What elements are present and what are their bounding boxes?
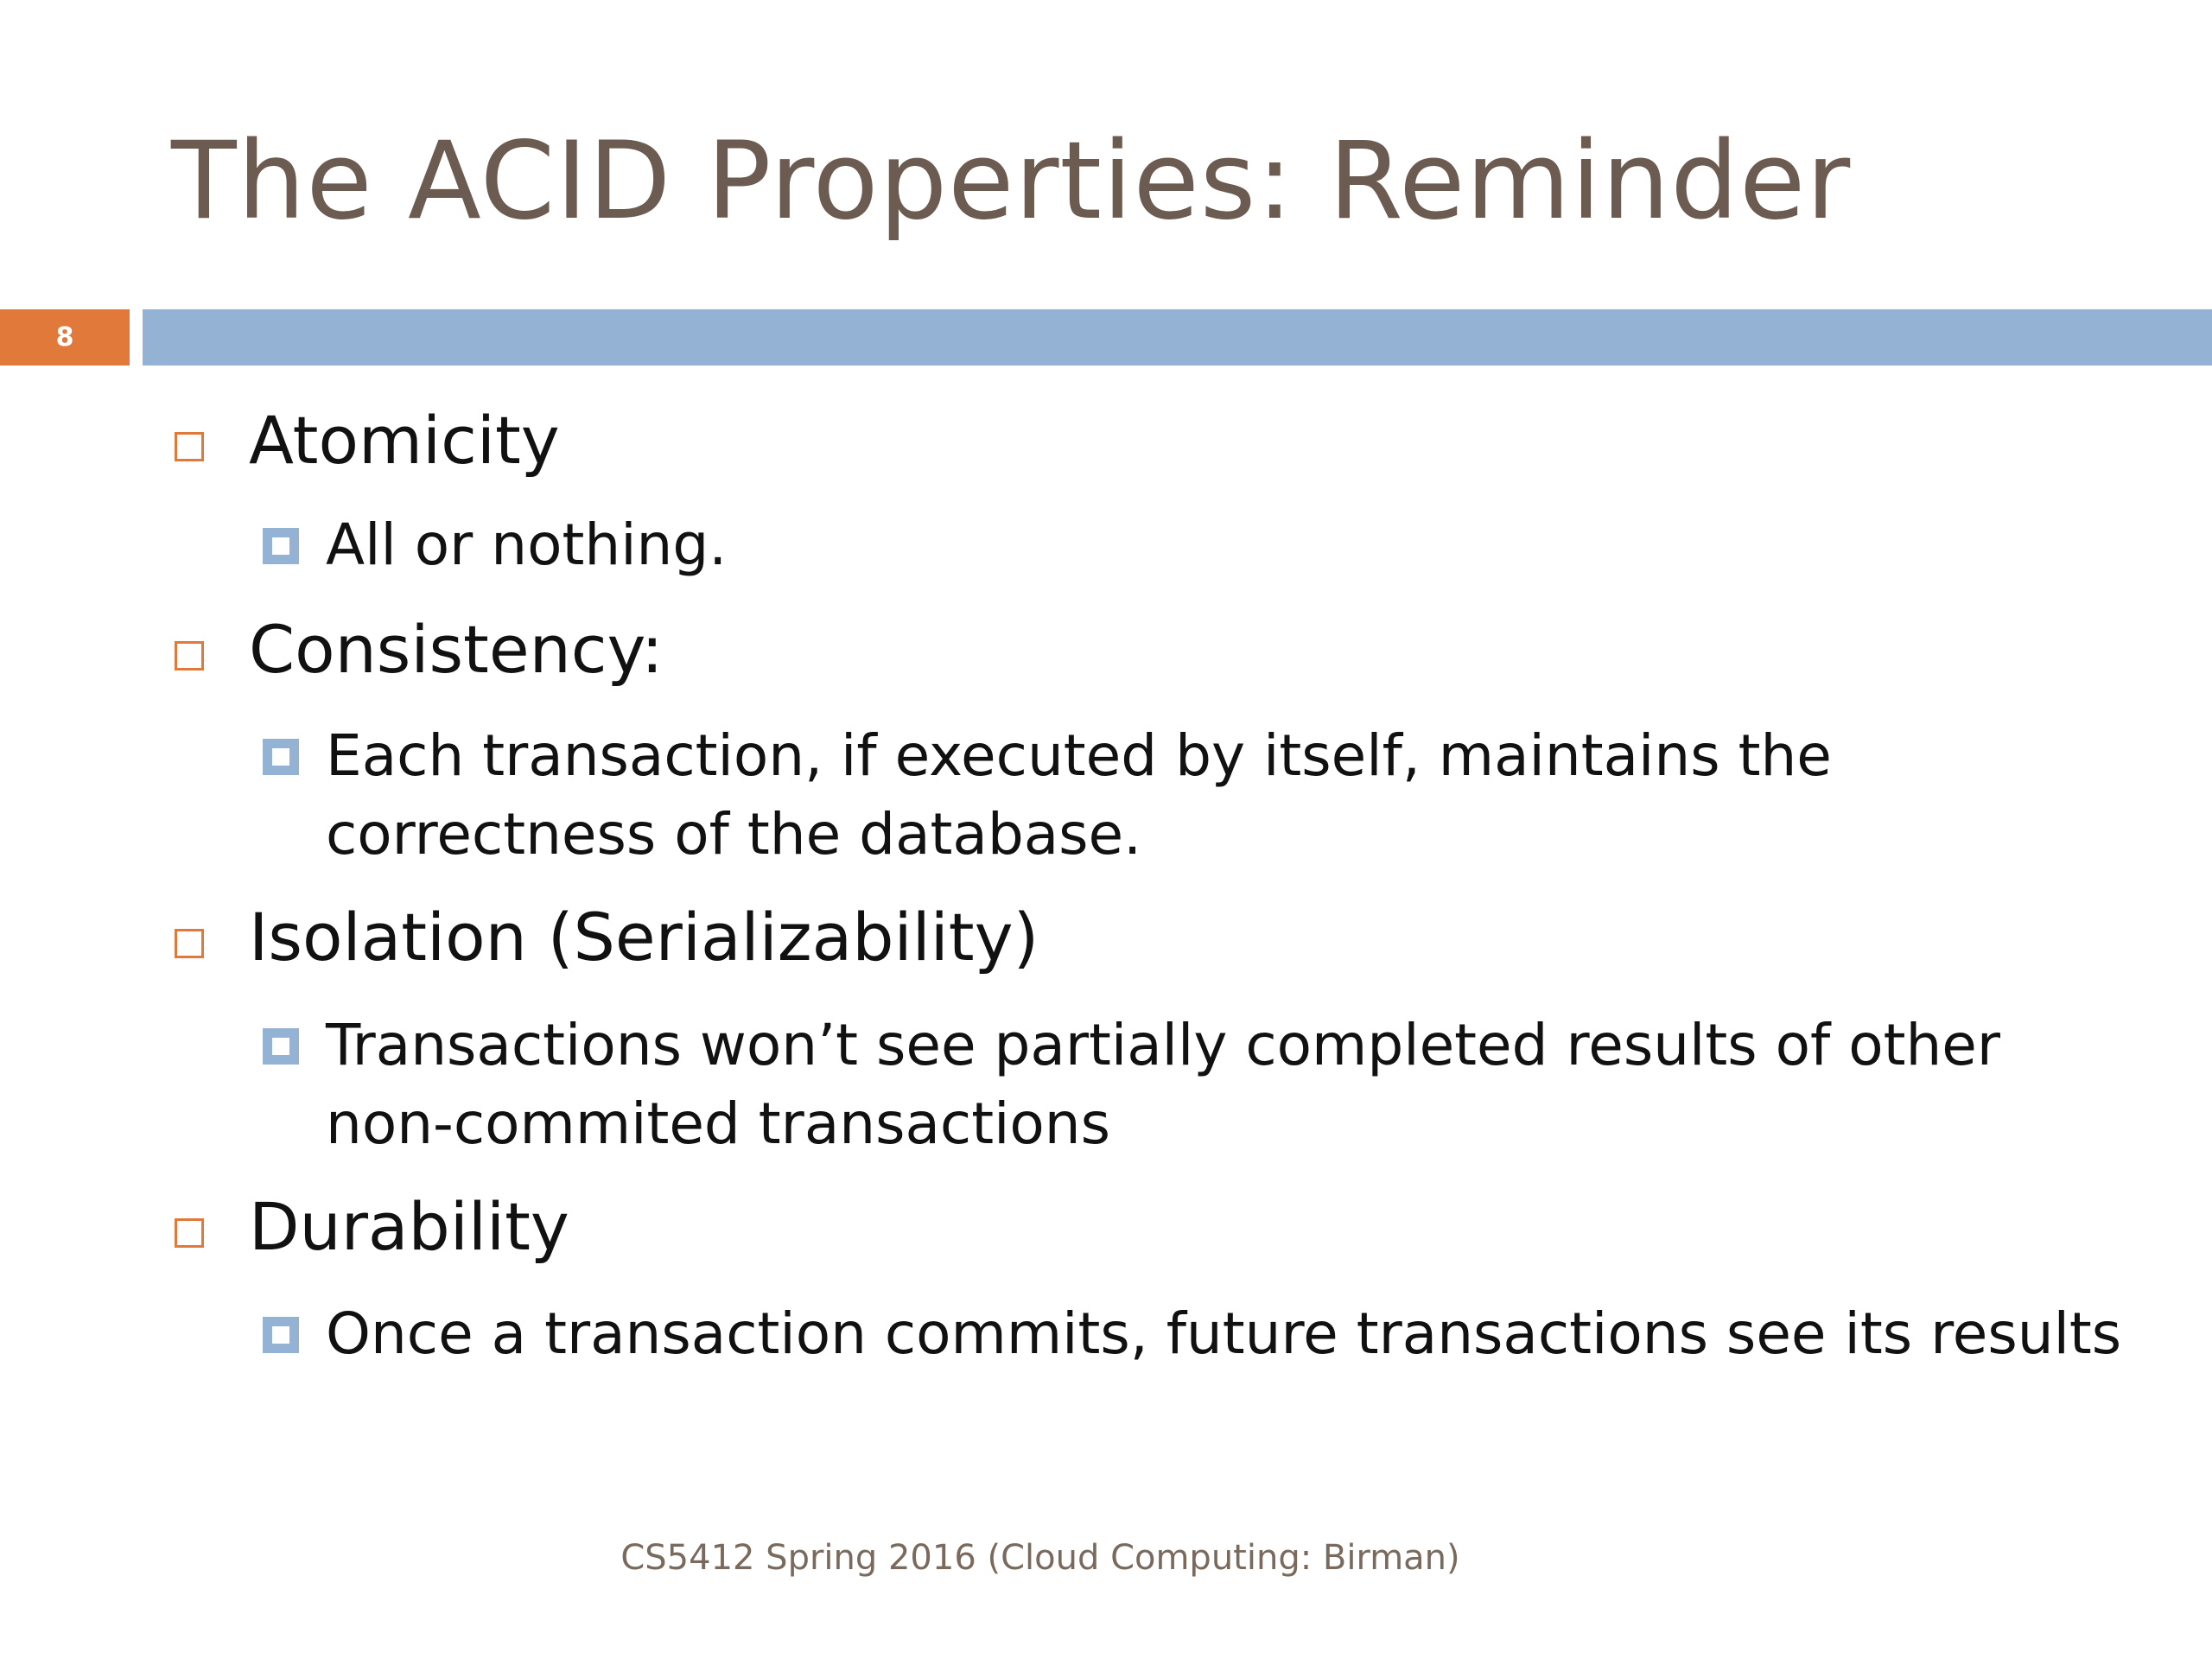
filled-square-bullet-icon: [263, 739, 299, 775]
slide-number: 8: [0, 309, 130, 365]
bullet-detail-isolation-line1: Transactions won’t see partially completed results of other: [326, 1012, 2001, 1078]
bullet-detail-durability: Once a transaction commits, future transactions see its results: [326, 1300, 2122, 1367]
bullet-heading-consistency: Consistency:: [249, 611, 664, 688]
slide-title: The ACID Properties: Reminder: [171, 119, 1852, 244]
bullet-detail-isolation-line2: non-commited transactions: [326, 1090, 1111, 1157]
hollow-square-bullet-icon: [175, 929, 204, 958]
footer-text: CS5412 Spring 2016 (Cloud Computing: Birman): [620, 1538, 1460, 1578]
filled-square-bullet-icon: [263, 1317, 299, 1353]
bullet-heading-atomicity: Atomicity: [249, 402, 560, 479]
slide-footer: [0, 1534, 2212, 1582]
bullet-detail-atomicity: All or nothing.: [326, 512, 728, 578]
hollow-square-bullet-icon: [175, 1218, 204, 1248]
hollow-square-bullet-icon: [175, 432, 204, 461]
bullet-detail-consistency-line1: Each transaction, if executed by itself, maintains the: [326, 722, 1832, 789]
filled-square-bullet-icon: [263, 1028, 299, 1065]
filled-square-bullet-icon: [263, 528, 299, 564]
bullet-heading-durability: Durability: [249, 1188, 569, 1265]
bullet-detail-consistency-line2: correctness of the database.: [326, 801, 1142, 868]
bullet-heading-isolation: Isolation (Serializability): [249, 899, 1039, 976]
hollow-square-bullet-icon: [175, 641, 204, 671]
